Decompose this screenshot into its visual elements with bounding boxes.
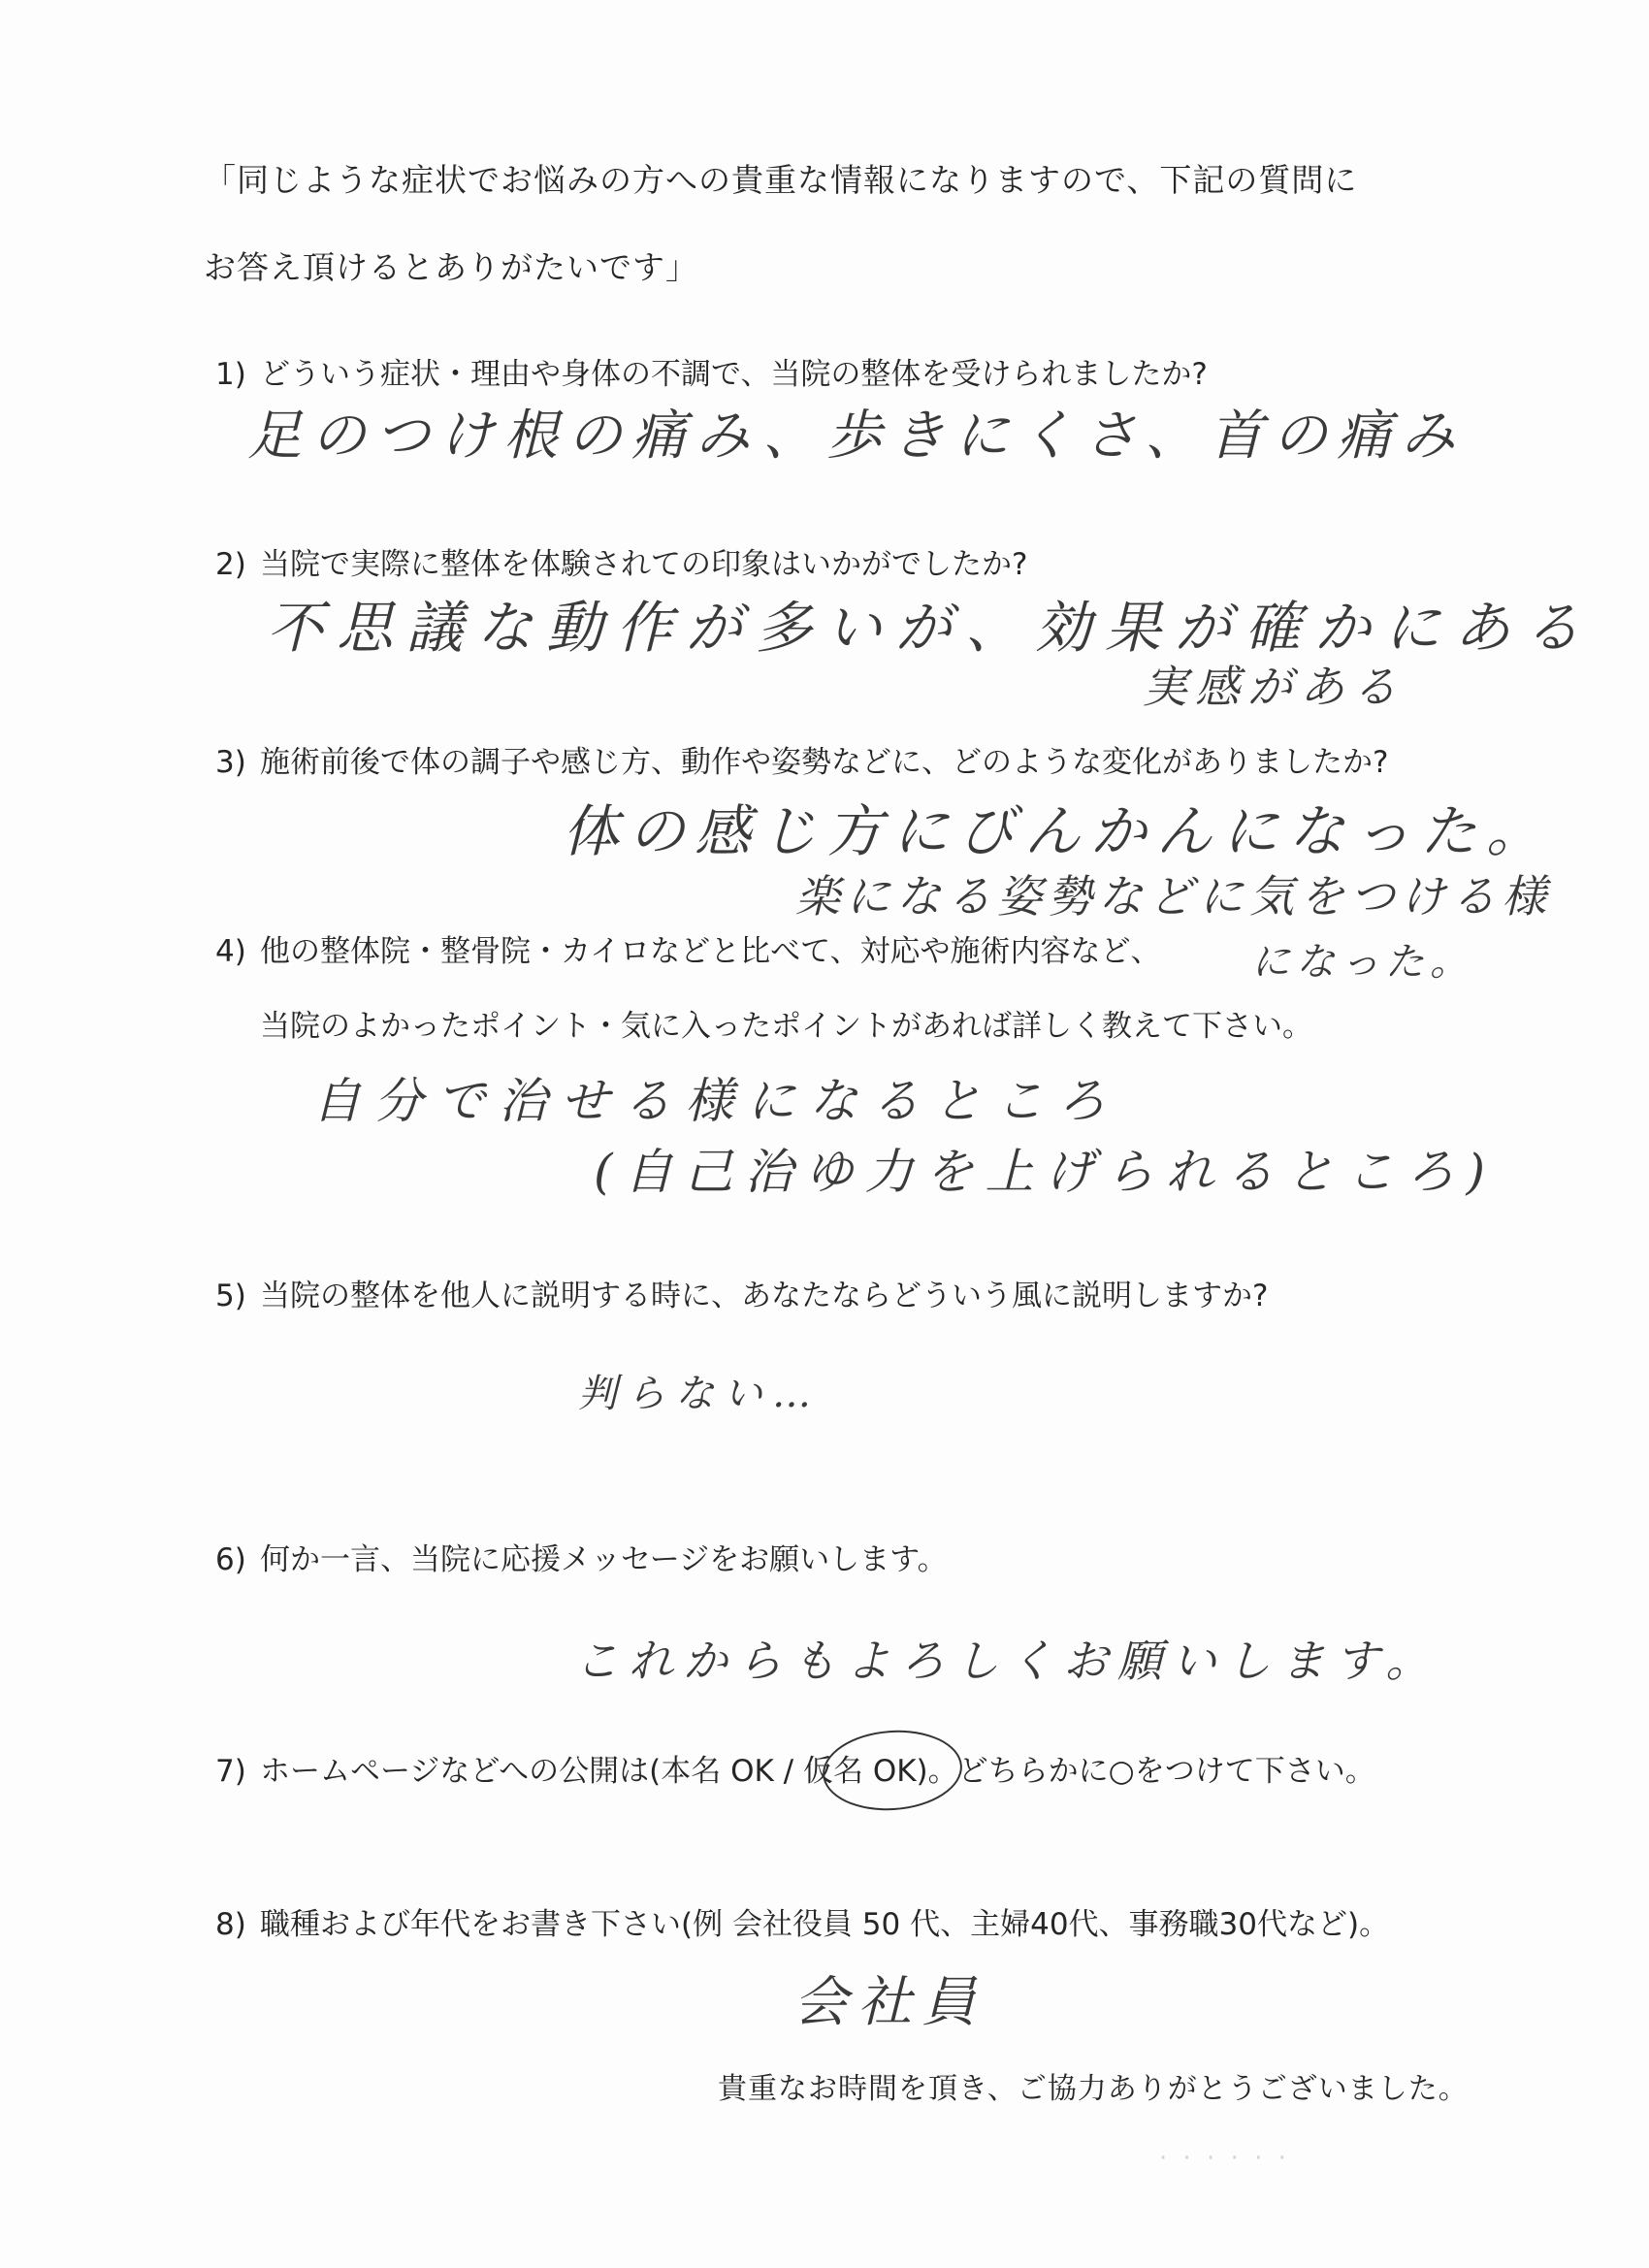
intro-line-2: お答え頂けるとありがたいです」 (204, 248, 698, 286)
question-1 (215, 349, 1208, 393)
question-7 (215, 1746, 1375, 1790)
question-text: 何か一言、当院に応援メッセージをお願いします。 (260, 1542, 948, 1577)
question-4 (215, 926, 1160, 970)
question-number: 4) (215, 934, 246, 969)
answer-4-line-1: 自分で治せる様になるところ (312, 1073, 1119, 1129)
question-text: 当院の整体を他人に説明する時に、あなたならどういう風に説明しますか? (260, 1279, 1269, 1313)
answer-3-line-1: 体の感じ方にびんかんになった。 (563, 798, 1553, 864)
answer-8: 会社員 (793, 1971, 986, 2034)
question-number: 8) (215, 1907, 246, 1942)
question-number: 1) (215, 357, 246, 392)
question-text: 当院で実際に整体を体験されての印象はいかがでしたか? (260, 547, 1028, 582)
answer-1: 足のつけ根の痛み、歩きにくさ、首の痛み (247, 405, 1466, 468)
bleed-through-marks: · · · · · · (1159, 2144, 1290, 2173)
question-text: ホームページなどへの公開は(本名 OK / 仮名 OK)。どちらかに○をつけて下さい。 (260, 1754, 1375, 1789)
question-text: 職種および年代をお書き下さい(例 会社役員 50 代、主婦40代、事務職30代など)。 (260, 1907, 1390, 1942)
selection-circle-mark (820, 1726, 964, 1815)
question-2 (215, 539, 1027, 583)
answer-6: これからもよろしくお願いします。 (574, 1635, 1440, 1687)
question-text: 他の整体院・整骨院・カイロなどと比べて、対応や施術内容など、 (260, 934, 1161, 969)
question-text: 施術前後で体の調子や感じ方、動作や姿勢などに、どのような変化がありましたか? (260, 745, 1389, 780)
answer-2-line-1: 不思議な動作が多いが、効果が確かにある (267, 595, 1595, 661)
answer-4-line-2: (自己治ゆ力を上げられるところ) (594, 1144, 1498, 1200)
question-4-continued: 当院のよかったポイント・気に入ったポイントがあれば詳しく教えて下さい。 (260, 1009, 1312, 1044)
closing-message: 貴重なお時間を頂き、ご協力ありがとうございました。 (718, 2072, 1469, 2106)
question-number: 7) (215, 1754, 246, 1789)
answer-3-line-2: 楽になる姿勢などに気をつける様 (795, 870, 1552, 923)
question-number: 2) (215, 547, 246, 582)
answer-5: 判らない… (578, 1372, 821, 1416)
question-text: どういう症状・理由や身体の不調で、当院の整体を受けられましたか? (260, 357, 1208, 392)
answer-2-line-2: 実感がある (1143, 661, 1405, 713)
question-number: 6) (215, 1542, 246, 1577)
question-6 (215, 1535, 948, 1578)
question-number: 3) (215, 745, 246, 780)
intro-line-1: 「同じような症状でお悩みの方への貴重な情報になりますので、下記の質問に (204, 161, 1358, 199)
question-3 (215, 737, 1388, 781)
question-number: 5) (215, 1279, 246, 1313)
question-8 (215, 1899, 1389, 1943)
question-5 (215, 1271, 1268, 1314)
answer-3-line-3: になった。 (1251, 940, 1474, 985)
